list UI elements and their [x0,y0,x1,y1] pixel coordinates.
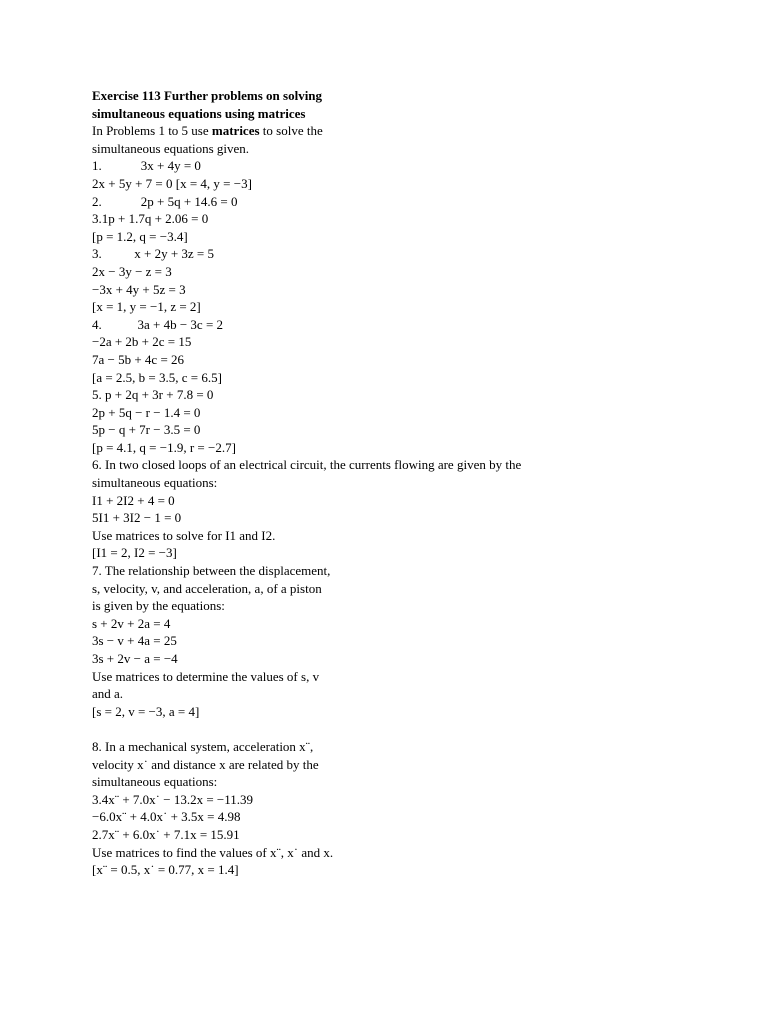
equation-line: −2a + 2b + 2c = 15 [92,334,192,350]
equation-line: 3.4x¨ + 7.0x˙ − 13.2x = −11.39 [92,791,254,807]
equation-line: [p = 1.2, q = −3.4] [92,228,188,244]
equation-line: 2. 2p + 5q + 14.6 = 0 [92,193,238,209]
equation-line: is given by the equations: [92,598,225,614]
equation-line: simultaneous equations: [92,774,218,790]
equation-line: Use matrices to determine the values of s, v [92,668,320,684]
equation-line: 6. In two closed loops of an electrical circuit, the currents flowing are given by the [92,457,522,473]
equation-line: [s = 2, v = −3, a = 4] [92,703,200,719]
equation-line: 2.7x¨ + 6.0x˙ + 7.1x = 15.91 [92,826,240,842]
problem-list-continued [92,738,692,879]
equation-line: [a = 2.5, b = 3.5, c = 6.5] [92,369,222,385]
equation-line: 5. p + 2q + 3r + 7.8 = 0 [92,387,214,403]
equation-line: [p = 4.1, q = −1.9, r = −2.7] [92,439,236,455]
equation-line: 2x + 5y + 7 = 0 [x = 4, y = −3] [92,175,252,191]
equation-line: −3x + 4y + 5z = 3 [92,281,186,297]
intro-text: In Problems 1 to 5 use [92,123,212,139]
equation-line: 7a − 5b + 4c = 26 [92,351,185,367]
equation-line: −6.0x¨ + 4.0x˙ + 3.5x = 4.98 [92,809,241,825]
equation-line: 2x − 3y − z = 3 [92,263,172,279]
equation-line: velocity x˙ and distance x are related by the [92,756,319,772]
exercise-heading-line-2: simultaneous equations using matrices [92,105,306,121]
equation-line: [x = 1, y = −1, z = 2] [92,299,201,315]
equation-line: Use matrices to find the values of x¨, x˙ and x. [92,844,334,860]
equation-line: 4. 3a + 4b − 3c = 2 [92,316,224,332]
intro-bold-word: matrices [211,123,260,139]
equation-line: s, velocity, v, and acceleration, a, of a piston [92,580,322,596]
intro-text: to solve the [259,123,323,139]
exercise-heading-line-1: Exercise 113 Further problems on solving [92,88,323,103]
equation-line: [I1 = 2, I2 = −3] [92,545,177,561]
equation-line: 3. x + 2y + 3z = 5 [92,246,215,262]
equation-line: 7. The relationship between the displacement, [92,563,331,579]
equation-line: 3.1p + 1.7q + 2.06 = 0 [92,211,209,227]
equation-line: 5p − q + 7r − 3.5 = 0 [92,422,201,438]
document-page [92,87,692,879]
blank-line [92,720,692,738]
equation-line: simultaneous equations: [92,475,218,491]
intro-line-1 [92,122,692,140]
equation-line: [x¨ = 0.5, x˙ = 0.77, x = 1.4] [92,862,239,878]
problem-list [92,157,692,720]
equation-line: and a. [92,686,124,702]
equation-line: 1. 3x + 4y = 0 [92,158,201,174]
equation-line: s + 2v + 2a = 4 [92,615,171,631]
equation-line: Use matrices to solve for I1 and I2. [92,527,276,543]
equation-line: I1 + 2I2 + 4 = 0 [92,492,175,508]
intro-line-2: simultaneous equations given. [92,140,250,156]
equation-line: 5I1 + 3I2 − 1 = 0 [92,510,182,526]
equation-line: 3s − v + 4a = 25 [92,633,177,649]
equation-line: 3s + 2v − a = −4 [92,651,178,666]
equation-line: 8. In a mechanical system, acceleration x¨, [92,738,314,754]
equation-line: 2p + 5q − r − 1.4 = 0 [92,404,201,420]
